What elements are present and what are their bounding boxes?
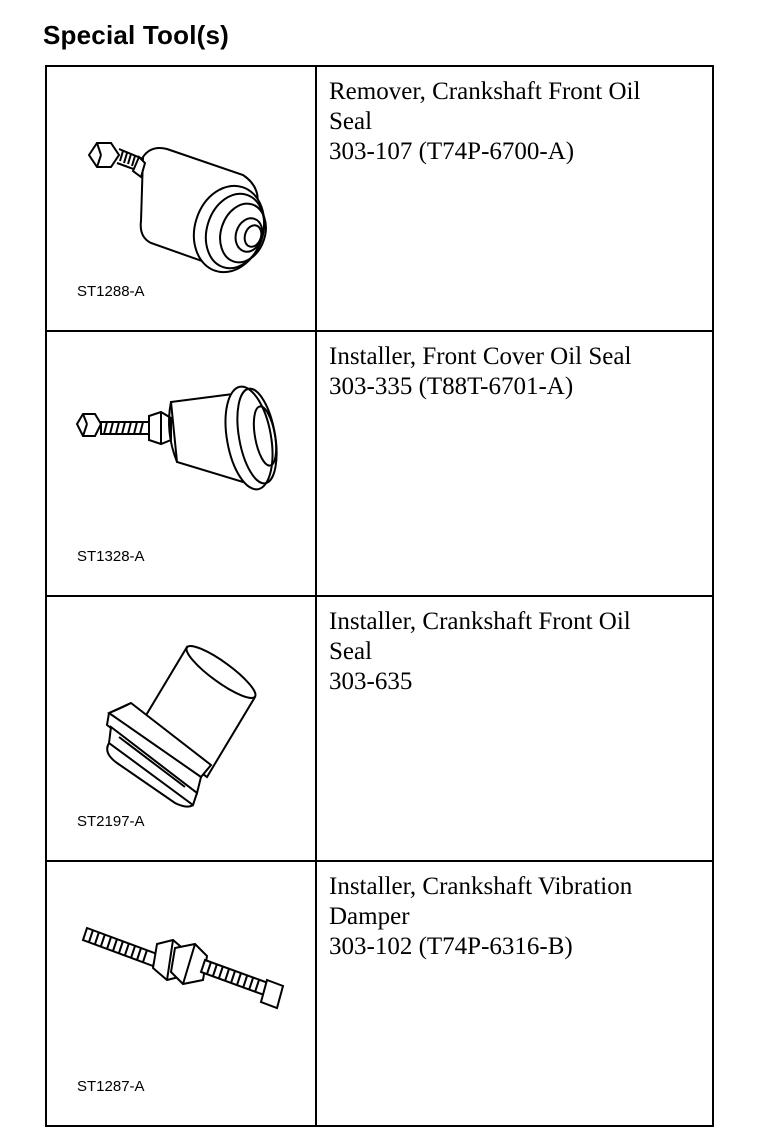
figure-id: ST1287-A [77,1078,145,1095]
table-row [46,596,713,861]
tool-illustration-cell [46,66,316,331]
tool-name-line: Installer, Front Cover Oil Seal [329,343,632,370]
tool-name-line: Remover, Crankshaft Front Oil [329,78,641,105]
tool-illustration-cell [46,331,316,596]
figure-id: ST1328-A [77,548,145,565]
tool-number: 303-107 (T74P-6700-A) [329,138,575,165]
table-row [46,66,713,331]
tool-description-cell [316,596,713,861]
tool-name-line: Seal [329,638,373,665]
tool-illustration-cell [46,861,316,1126]
table-row [46,861,713,1126]
page-title: Special Tool(s) [43,20,229,50]
tool-description-cell [316,861,713,1126]
special-tools-table [45,65,714,1127]
table-row [46,331,713,596]
tool-illustration-cell [46,596,316,861]
tool-description-cell [316,331,713,596]
tool-number: 303-102 (T74P-6316-B) [329,933,573,960]
tool-number: 303-635 [329,668,413,695]
tool-name-line: Installer, Crankshaft Vibration [329,873,633,900]
tool-name-line: Seal [329,108,373,135]
figure-id: ST2197-A [77,813,145,830]
tool-number: 303-335 (T88T-6701-A) [329,373,574,400]
tool-description-cell [316,66,713,331]
figure-id: ST1288-A [77,283,145,300]
tool-name-line: Damper [329,903,410,930]
tool-name-line: Installer, Crankshaft Front Oil [329,608,631,635]
